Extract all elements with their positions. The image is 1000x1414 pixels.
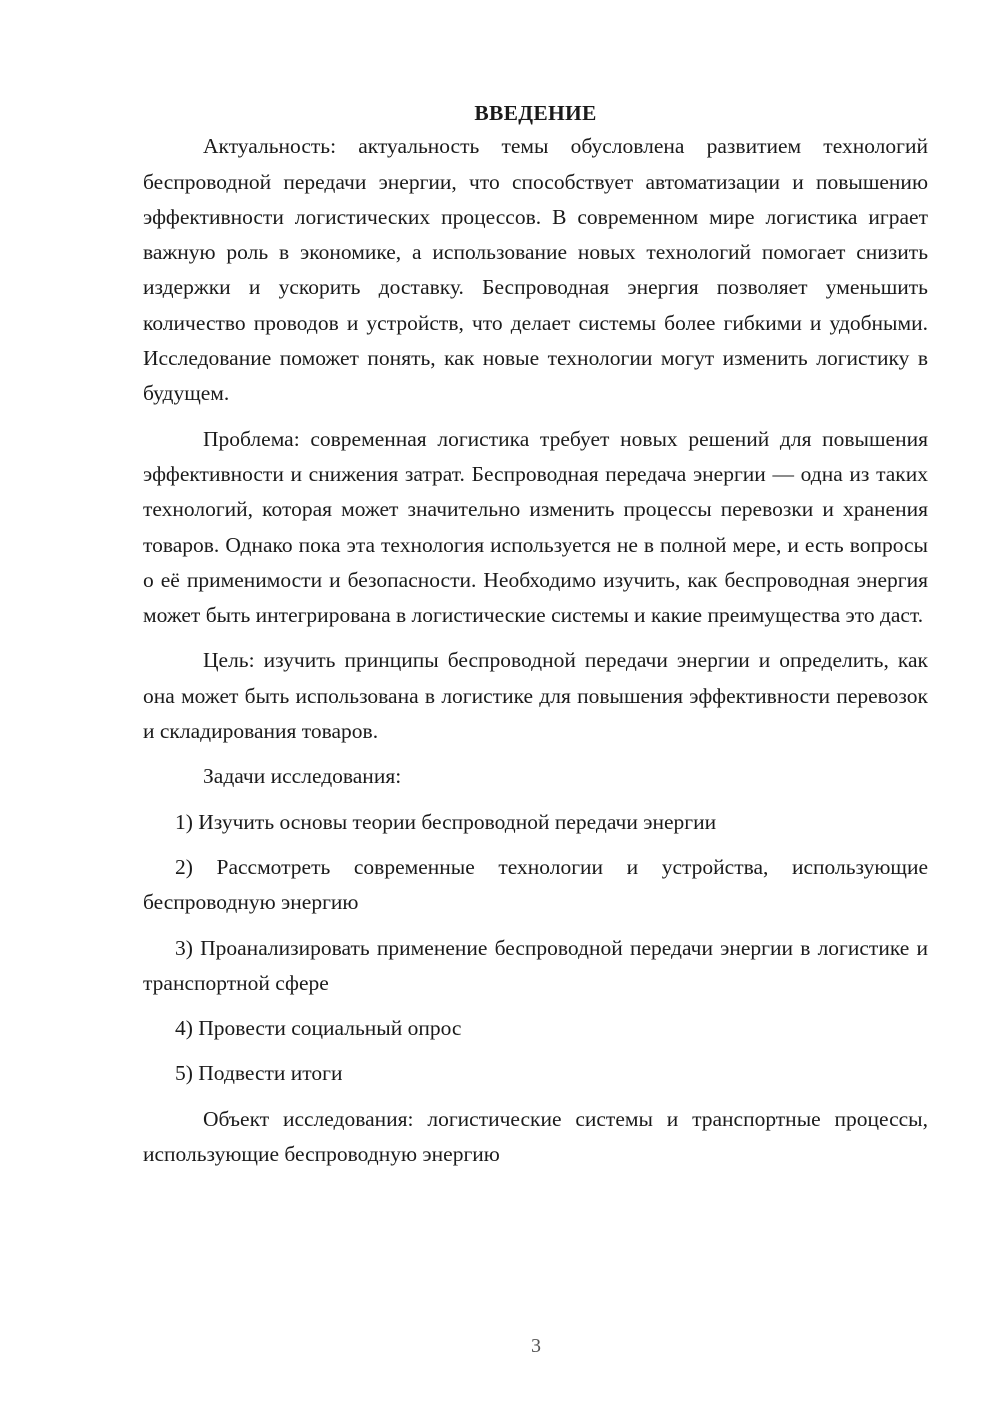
task-item: 3) Проанализировать применение беспроводной передачи энергии в логистике и транспортной сфере: [143, 935, 928, 995]
goal-paragraph: Цель: изучить принципы беспроводной передачи энергии и определить, как она может быть использована в логистике для повышения эффективности перевозок и складирования товаров.: [143, 648, 928, 744]
problem-paragraph: Проблема: современная логистика требует новых решений для повышения эффективности и снижения затрат. Беспроводная передача энергии — одна из таких технологий, которая может значительно изменить процессы перевозки и хранения товаров. Однако пока эта технология используется не в полной мере, и есть вопросы о её применимости и безопасности. Необходимо изучить, как беспроводная энергия может быть интегрирована в логистические системы и какие преимущества это даст.: [143, 426, 928, 628]
object-paragraph: Объект исследования: логистические системы и транспортные процессы, использующие беспроводную энергию: [143, 1106, 928, 1167]
page-content: [143, 96, 928, 1182]
task-item: 2) Рассмотреть современные технологии и устройства, использующие беспроводную энергию: [143, 854, 928, 915]
task-item: 5) Подвести итоги: [175, 1061, 343, 1086]
section-title: ВВЕДЕНИЕ: [474, 101, 597, 125]
tasks-heading: Задачи исследования:: [203, 764, 402, 789]
task-item: 4) Провести социальный опрос: [175, 1016, 462, 1041]
relevance-paragraph: Актуальность: актуальность темы обусловлена развитием технологий беспроводной передачи энергии, что способствует автоматизации и повышению эффективности логистических процессов. В современном мире логистика играет важную роль в экономике, а использование новых технологий помогает снизить издержки и ускорить доставку. Беспроводная энергия позволяет уменьшить количество проводов и устройств, что делает системы более гибкими и удобными. Исследование поможет понять, как новые технологии могут изменить логистику в будущем.: [143, 134, 928, 406]
task-item: 1) Изучить основы теории беспроводной передачи энергии: [175, 809, 717, 834]
page-number: 3: [531, 1335, 541, 1357]
